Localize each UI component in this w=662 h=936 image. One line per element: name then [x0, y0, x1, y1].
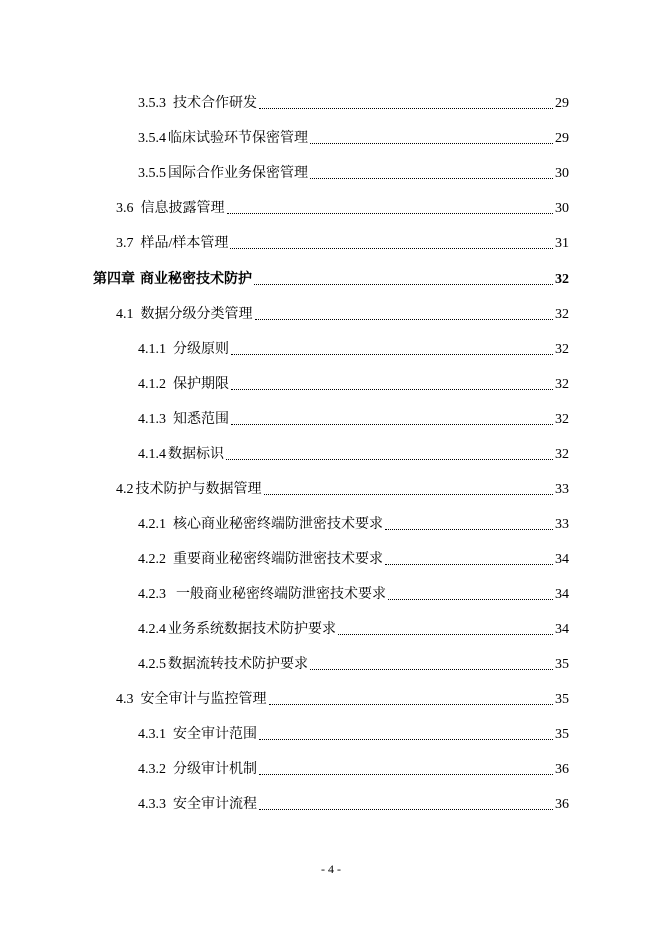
page-number-footer: - 4 -	[321, 862, 341, 876]
toc-entry-4-3-1[interactable]	[138, 724, 569, 746]
toc-entry-title: 安全审计范围	[173, 727, 257, 742]
toc-entry-title: 信息披露管理	[140, 201, 225, 216]
toc-leader-dots	[254, 269, 553, 291]
toc-entry-4-2[interactable]	[116, 479, 569, 501]
toc-entry-number: 4.2.3	[138, 587, 166, 602]
toc-leader-dots	[259, 759, 553, 781]
toc-entry-number: 3.6	[116, 201, 134, 216]
toc-entry-page: 32	[555, 412, 569, 427]
toc-entry-number: 4.1	[116, 307, 134, 322]
toc-leader-dots	[310, 128, 553, 150]
toc-entry-number: 4.2.2	[138, 552, 166, 567]
toc-entry-chapter-4[interactable]	[93, 269, 569, 291]
toc-entry-page: 34	[555, 552, 569, 567]
toc-entry-page: 29	[555, 131, 569, 146]
toc-entry-page: 32	[555, 272, 569, 287]
toc-entry-number: 4.3.3	[138, 797, 166, 812]
toc-entry-page: 30	[555, 201, 569, 216]
toc-entry-page: 35	[555, 692, 569, 707]
toc-entry-page: 30	[555, 166, 569, 181]
toc-entry-number: 4.3.1	[138, 727, 166, 742]
toc-entry-number: 4.1.2	[138, 377, 166, 392]
toc-leader-dots	[227, 198, 554, 220]
toc-entry-number: 3.7	[116, 236, 134, 251]
toc-leader-dots	[388, 584, 553, 606]
toc-leader-dots	[269, 689, 554, 711]
toc-entry-3-6[interactable]	[116, 198, 569, 220]
toc-entry-page: 32	[555, 377, 569, 392]
toc-entry-page: 36	[555, 797, 569, 812]
toc-entry-4-3-3[interactable]	[138, 794, 569, 816]
toc-entry-4-1-3[interactable]	[138, 409, 569, 431]
toc-entry-page: 33	[555, 482, 569, 497]
toc-entry-number: 4.1.3	[138, 412, 166, 427]
toc-entry-page: 34	[555, 622, 569, 637]
toc-entry-4-3-2[interactable]	[138, 759, 569, 781]
toc-leader-dots	[255, 304, 554, 326]
toc-entry-number: 3.5.4	[138, 131, 166, 146]
toc-entry-number: 4.1.1	[138, 342, 166, 357]
toc-entry-page: 32	[555, 307, 569, 322]
toc-entry-title: 数据标识	[168, 447, 224, 462]
toc-entry-title: 核心商业秘密终端防泄密技术要求	[173, 517, 383, 532]
toc-entry-4-2-3[interactable]	[138, 584, 569, 606]
toc-entry-3-7[interactable]	[116, 233, 569, 255]
toc-leader-dots	[231, 339, 553, 361]
toc-entry-title: 安全审计与监控管理	[140, 692, 267, 707]
toc-entry-title: 技术合作研发	[173, 96, 257, 111]
toc-entry-4-3[interactable]	[116, 689, 569, 711]
toc-entry-title: 保护期限	[173, 377, 229, 392]
toc-entry-3-5-3[interactable]	[138, 93, 569, 115]
toc-entry-page: 35	[555, 727, 569, 742]
toc-entry-title: 知悉范围	[173, 412, 229, 427]
toc-leader-dots	[385, 514, 553, 536]
toc-entry-page: 34	[555, 587, 569, 602]
toc-entry-number: 4.2.4	[138, 622, 166, 637]
toc-entry-number: 4.2	[116, 482, 134, 497]
toc-entry-title: 分级审计机制	[173, 762, 257, 777]
toc-entry-page: 35	[555, 657, 569, 672]
toc-entry-number: 4.3	[116, 692, 134, 707]
toc-leader-dots	[338, 619, 553, 641]
toc-entry-page: 29	[555, 96, 569, 111]
toc-leader-dots	[259, 724, 553, 746]
toc-entry-title: 数据分级分类管理	[140, 307, 253, 322]
toc-entry-number: 4.2.5	[138, 657, 166, 672]
toc-leader-dots	[385, 549, 553, 571]
toc-entry-page: 36	[555, 762, 569, 777]
toc-entry-4-2-2[interactable]	[138, 549, 569, 571]
toc-entry-title: 一般商业秘密终端防泄密技术要求	[176, 587, 386, 602]
toc-entry-number: 3.5.5	[138, 166, 166, 181]
toc-leader-dots	[310, 654, 553, 676]
toc-leader-dots	[226, 444, 553, 466]
toc-entry-4-1[interactable]	[116, 304, 569, 326]
toc-entry-4-2-1[interactable]	[138, 514, 569, 536]
toc-entry-title: 业务系统数据技术防护要求	[168, 622, 336, 637]
toc-entry-page: 32	[555, 447, 569, 462]
toc-entry-4-2-5[interactable]	[138, 654, 569, 676]
toc-entry-title: 分级原则	[173, 342, 229, 357]
toc-entry-title: 技术防护与数据管理	[135, 482, 262, 497]
toc-entry-4-1-1[interactable]	[138, 339, 569, 361]
toc-leader-dots	[230, 233, 553, 255]
toc-leader-dots	[259, 794, 553, 816]
toc-entry-title: 临床试验环节保密管理	[168, 131, 308, 146]
toc-entry-title: 安全审计流程	[173, 797, 257, 812]
toc-leader-dots	[259, 93, 553, 115]
toc-leader-dots	[231, 374, 553, 396]
toc-entry-number: 第四章	[93, 272, 135, 287]
toc-entry-number: 3.5.3	[138, 96, 166, 111]
toc-entry-3-5-5[interactable]	[138, 163, 569, 185]
toc-entry-title: 样品/样本管理	[140, 236, 229, 251]
toc-entry-number: 4.2.1	[138, 517, 166, 532]
toc-entry-4-1-4[interactable]	[138, 444, 569, 466]
toc-entry-page: 31	[555, 236, 569, 251]
toc-entry-4-2-4[interactable]	[138, 619, 569, 641]
toc-leader-dots	[231, 409, 553, 431]
toc-leader-dots	[264, 479, 554, 501]
toc-entry-title: 商业秘密技术防护	[140, 272, 252, 287]
toc-entry-3-5-4[interactable]	[138, 128, 569, 150]
toc-entry-title: 重要商业秘密终端防泄密技术要求	[173, 552, 383, 567]
toc-entry-title: 国际合作业务保密管理	[168, 166, 308, 181]
toc-entry-page: 32	[555, 342, 569, 357]
toc-entry-page: 33	[555, 517, 569, 532]
toc-entry-4-1-2[interactable]	[138, 374, 569, 396]
toc-entry-title: 数据流转技术防护要求	[168, 657, 308, 672]
toc-entry-number: 4.1.4	[138, 447, 166, 462]
toc-entry-number: 4.3.2	[138, 762, 166, 777]
toc-leader-dots	[310, 163, 553, 185]
